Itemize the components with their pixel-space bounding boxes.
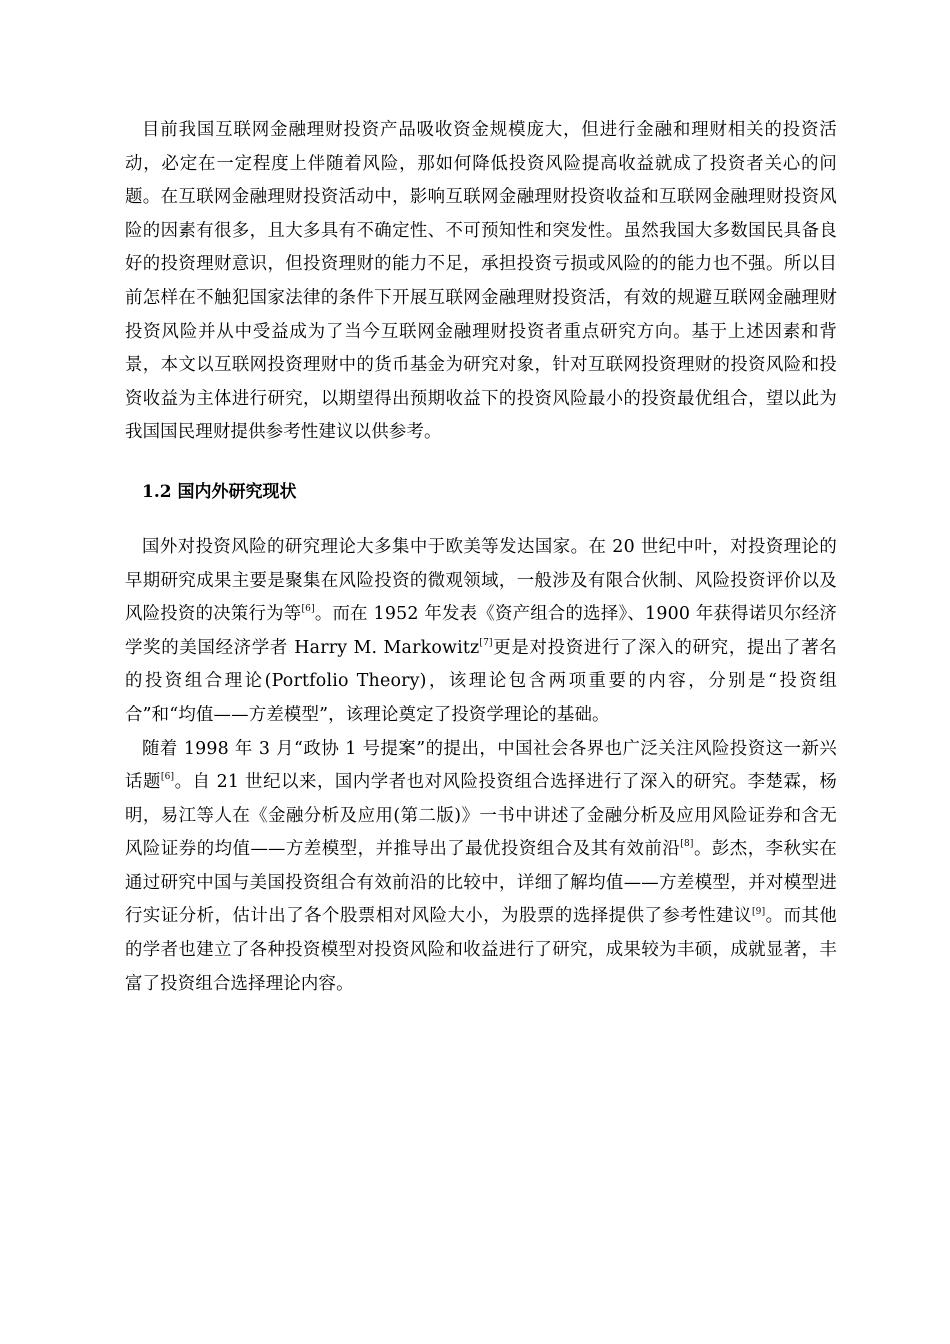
document-body: [125, 114, 837, 1001]
text-segment: 国外对投资风险的研究理论大多集中于欧美等发达国家。在 20 世纪中叶，对投资理论的早期研究成果主要是聚集在风险投资的微观领域，一般涉及有限合伙制、风险投资评价以及风险投资的决策行为等: [125, 536, 837, 625]
paragraph-background-text: 目前我国互联网金融理财投资产品吸收资金规模庞大，但进行金融和理财相关的投资活动，必定在一定程度上伴随着风险，那如何降低投资风险提高收益就成了投资者关心的问题。在互联网金融理财投资活动中，影响互联网金融理财投资收益和互联网金融理财投资风险的因素有很多，且大多具有不确定性、不可预知性和突发性。虽然我国大多数国民具备良好的投资理财意识，但投资理财的能力不足，承担投资亏损或风险的的能力也不强。所以目前怎样在不触犯国家法律的条件下开展互联网金融理财投资活，有效的规避互联网金融理财投资风险并从中受益成为了当今互联网金融理财投资者重点研究方向。基于上述因素和背景，本文以互联网投资理财中的货币基金为研究对象，针对互联网投资理财的投资风险和投资收益为主体进行研究，以期望得出预期收益下的投资风险最小的投资最优组合，望以此为我国国民理财提供参考性建议以供参考。: [125, 120, 837, 443]
citation-ref: [8]: [680, 839, 694, 850]
text-segment: 。自 21 世纪以来，国内学者也对风险投资组合选择进行了深入的研究。李楚霖，杨明，易江等人在《金融分析及应用(第二版)》一书中讲述了金融分析及应用风险证券和含无风险证券的均值——方差模型，并推导出了最优投资组合及其有效前沿: [125, 772, 837, 860]
text-segment: 随着 1998 年 3 月“政协 1 号提案”的提出，中国社会各界也广泛关注风险投资这一新兴话题: [125, 738, 837, 793]
text-segment: 更是对投资进行了深入的研究，提出了著名的投资组合理论(Portfolio Theory)，该理论包含两项重要的内容，分别是“投资组合”和“均值——方差模型”，该理论奠定了投资学理论的基础。: [125, 637, 837, 725]
text-segment: 。彭杰，李秋实在通过研究中国与美国投资组合有效前沿的比较中，详细了解均值——方差模型，并对模型进行实证分析，估计出了各个股票相对风险大小，为股票的选择提供了参考性建议: [125, 839, 838, 927]
paragraph-background: [125, 114, 837, 450]
text-segment: 。而在 1952 年发表《资产组合的选择》、1900 年获得诺贝尔经济学奖的美国经济学者 Harry M. Markowitz: [125, 604, 837, 658]
citation-ref: [6]: [160, 772, 175, 783]
text-segment: 。而其他的学者也建立了各种投资模型对投资风险和收益进行了研究，成果较为丰硕，成就显著，丰富了投资组合选择理论内容。: [125, 906, 837, 994]
section-heading: 1.2 国内外研究现状: [142, 481, 297, 502]
citation-ref: [6]: [301, 604, 315, 615]
paragraph-foreign-research: [125, 531, 837, 733]
paragraph-domestic-research: [125, 733, 837, 1002]
citation-ref: [7]: [479, 637, 493, 648]
citation-ref: [9]: [751, 906, 766, 917]
